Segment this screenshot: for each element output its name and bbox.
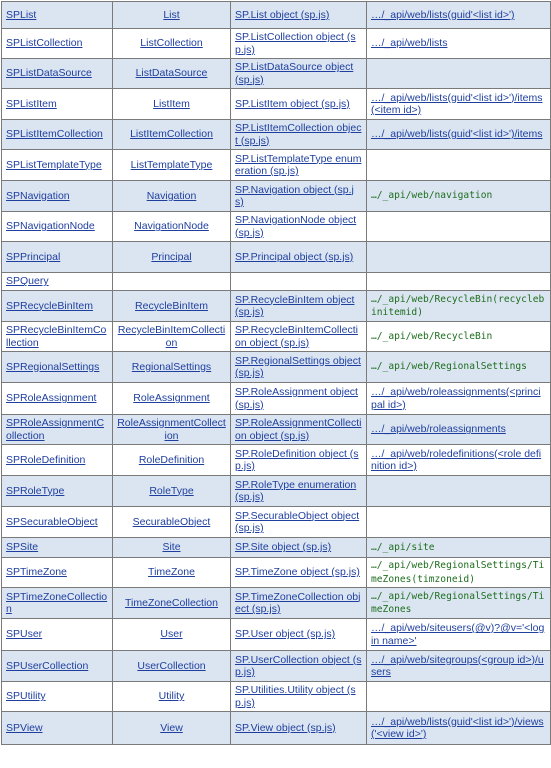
jsom-object-link-cell <box>231 291 367 322</box>
server-object-link-cell <box>2 150 113 181</box>
rest-resource-link-cell <box>113 383 231 415</box>
server-object-link-cell <box>2 352 113 383</box>
rest-endpoint-cell <box>367 445 551 476</box>
jsom-object-link[interactable]: SP.UserCollection object (sp.js) <box>235 653 362 678</box>
jsom-object-link[interactable]: SP.TimeZone object (sp.js) <box>235 566 360 579</box>
rest-resource-link-cell <box>113 242 231 273</box>
rest-resource-link[interactable]: RoleType <box>149 484 194 497</box>
jsom-object-link-cell <box>231 150 367 181</box>
rest-resource-link-cell <box>113 120 231 150</box>
table-row <box>2 273 551 291</box>
jsom-object-link-cell <box>231 538 367 558</box>
jsom-object-link[interactable]: SP.List object (sp.js) <box>235 8 330 21</box>
rest-endpoint-cell <box>367 588 551 619</box>
rest-resource-link[interactable]: RoleDefinition <box>138 453 205 466</box>
rest-resource-link[interactable]: RoleAssignment <box>133 392 210 405</box>
table-row <box>2 651 551 682</box>
rest-resource-link-cell <box>113 619 231 651</box>
rest-endpoint-cell <box>367 558 551 588</box>
rest-resource-link[interactable]: NavigationNode <box>134 220 209 233</box>
rest-resource-link[interactable]: RegionalSettings <box>131 360 212 373</box>
rest-resource-link[interactable]: User <box>160 628 183 641</box>
rest-resource-link-cell <box>113 273 231 291</box>
server-object-link[interactable]: SPTimeZone <box>6 566 67 579</box>
rest-endpoint-cell <box>367 383 551 415</box>
rest-resource-link[interactable]: Site <box>162 541 181 554</box>
rest-endpoint[interactable]: …/_api/web/siteusers(@v)?@v='<login name>' <box>371 622 545 647</box>
jsom-object-link-cell <box>231 120 367 150</box>
jsom-object-link[interactable]: SP.NavigationNode object (sp.js) <box>235 214 357 239</box>
jsom-object-link[interactable]: SP.ListTemplateType enumeration (sp.js) <box>235 152 362 177</box>
rest-resource-link-cell <box>113 558 231 588</box>
rest-endpoint-cell <box>367 322 551 352</box>
table-row <box>2 476 551 507</box>
server-object-link-cell <box>2 291 113 322</box>
rest-endpoint[interactable]: …/_api/web/lists <box>371 37 448 50</box>
table-row <box>2 291 551 322</box>
server-object-link[interactable]: SPSecurableObject <box>6 515 98 528</box>
rest-endpoint: …/_api/web/RegionalSettings/TimeZones(timzoneid) <box>371 560 545 585</box>
jsom-object-link[interactable]: SP.Site object (sp.js) <box>235 541 332 554</box>
table-row <box>2 120 551 150</box>
api-mapping-table-body <box>2 2 551 745</box>
server-object-link-cell <box>2 476 113 507</box>
server-object-link[interactable]: SPList <box>6 8 37 21</box>
jsom-object-link[interactable]: SP.RecycleBinItem object (sp.js) <box>235 293 355 318</box>
server-object-link-cell <box>2 242 113 273</box>
rest-resource-link[interactable]: Navigation <box>146 189 197 202</box>
rest-endpoint-cell <box>367 352 551 383</box>
jsom-object-link[interactable]: SP.RoleDefinition object (sp.js) <box>235 447 359 472</box>
rest-resource-link[interactable]: View <box>160 721 183 734</box>
jsom-object-link-cell <box>231 212 367 242</box>
rest-resource-link-cell <box>113 476 231 507</box>
table-row <box>2 322 551 352</box>
jsom-object-link-cell <box>231 651 367 682</box>
table-row <box>2 181 551 212</box>
rest-resource-link-cell <box>113 651 231 682</box>
jsom-object-link[interactable]: SP.TimeZoneCollection object (sp.js) <box>235 590 361 615</box>
rest-resource-link[interactable]: Principal <box>151 250 192 263</box>
server-object-link-cell <box>2 619 113 651</box>
server-object-link[interactable]: SPRoleType <box>6 484 65 497</box>
server-object-link-cell <box>2 59 113 89</box>
jsom-object-link[interactable]: SP.ListCollection object (sp.js) <box>235 31 356 56</box>
server-object-link-cell <box>2 558 113 588</box>
server-object-link[interactable]: SPNavigationNode <box>6 220 95 233</box>
server-object-link[interactable]: SPTimeZoneCollection <box>6 590 108 615</box>
rest-endpoint-cell <box>367 120 551 150</box>
server-object-link[interactable]: SPRoleAssignment <box>6 392 97 405</box>
rest-endpoint[interactable]: …/_api/web/lists(guid'<list id>')/items(<item id>) <box>371 91 543 116</box>
table-row <box>2 352 551 383</box>
rest-resource-link[interactable]: UserCollection <box>137 659 206 672</box>
server-object-link-cell <box>2 273 113 291</box>
table-row <box>2 558 551 588</box>
table-row <box>2 588 551 619</box>
rest-resource-link-cell <box>113 712 231 745</box>
jsom-object-link-cell <box>231 89 367 120</box>
jsom-object-link-cell <box>231 352 367 383</box>
server-object-link-cell <box>2 120 113 150</box>
rest-resource-link[interactable]: ListItem <box>153 97 190 110</box>
rest-endpoint[interactable]: …/_api/web/lists(guid'<list id>')/views('<view id>') <box>371 715 544 740</box>
server-object-link[interactable]: SPSite <box>6 541 39 554</box>
jsom-object-link[interactable]: SP.ListDataSource object (sp.js) <box>235 61 354 86</box>
jsom-object-link[interactable]: SP.User object (sp.js) <box>235 628 336 641</box>
rest-resource-link[interactable]: ListItemCollection <box>130 128 213 141</box>
rest-endpoint-cell <box>367 89 551 120</box>
server-object-link-cell <box>2 181 113 212</box>
server-object-link[interactable]: SPListCollection <box>6 37 83 50</box>
server-object-link[interactable]: SPListDataSource <box>6 67 92 80</box>
rest-endpoint-cell <box>367 415 551 445</box>
rest-endpoint: …/_api/web/RegionalSettings/TimeZones <box>371 590 545 615</box>
rest-resource-link-cell <box>113 322 231 352</box>
server-object-link[interactable]: SPListItemCollection <box>6 128 103 141</box>
server-object-link-cell <box>2 507 113 538</box>
jsom-object-link-cell <box>231 445 367 476</box>
jsom-object-link-cell <box>231 476 367 507</box>
jsom-object-link-cell <box>231 29 367 59</box>
server-object-link[interactable]: SPNavigation <box>6 189 70 202</box>
rest-resource-link-cell <box>113 682 231 712</box>
rest-resource-link-cell <box>113 507 231 538</box>
table-row <box>2 383 551 415</box>
jsom-object-link[interactable]: SP.Principal object (sp.js) <box>235 250 354 263</box>
table-row <box>2 682 551 712</box>
server-object-link[interactable]: SPListTemplateType <box>6 158 102 171</box>
rest-resource-link-cell <box>113 59 231 89</box>
rest-endpoint[interactable]: …/_api/web/roleassignments <box>371 423 506 436</box>
table-row <box>2 89 551 120</box>
rest-resource-link-cell <box>113 2 231 29</box>
table-row <box>2 242 551 273</box>
rest-endpoint[interactable]: …/_api/web/lists(guid'<list id>')/items <box>371 128 543 141</box>
jsom-object-link-cell <box>231 273 367 291</box>
rest-resource-link[interactable]: TimeZone <box>148 566 195 579</box>
rest-resource-link-cell <box>113 352 231 383</box>
server-object-link[interactable]: SPQuery <box>6 275 49 288</box>
rest-resource-link-cell <box>113 150 231 181</box>
rest-resource-link[interactable]: RecycleBinItem <box>135 299 208 312</box>
jsom-object-link[interactable]: SP.ListItemCollection object (sp.js) <box>235 122 362 147</box>
rest-endpoint[interactable]: …/_api/web/roleassignments(<principal id>) <box>371 386 541 411</box>
rest-endpoint-cell <box>367 273 551 291</box>
jsom-object-link-cell <box>231 383 367 415</box>
jsom-object-link-cell <box>231 242 367 273</box>
table-row <box>2 445 551 476</box>
rest-resource-link[interactable]: TimeZoneCollection <box>125 596 218 609</box>
table-row <box>2 59 551 89</box>
jsom-object-link-cell <box>231 712 367 745</box>
jsom-object-link[interactable]: SP.ListItem object (sp.js) <box>235 97 350 110</box>
rest-endpoint: …/_api/web/RecycleBin(recyclebinitemid) <box>371 293 545 318</box>
rest-endpoint[interactable]: …/_api/web/sitegroups(<group id>)/users <box>371 653 544 678</box>
rest-endpoint-cell <box>367 507 551 538</box>
rest-endpoint: …/_api/site <box>371 541 435 553</box>
rest-endpoint-cell <box>367 682 551 712</box>
rest-endpoint: …/_api/web/navigation <box>371 190 493 202</box>
jsom-object-link-cell <box>231 507 367 538</box>
jsom-object-link-cell <box>231 181 367 212</box>
jsom-object-link-cell <box>231 59 367 89</box>
rest-endpoint-cell <box>367 538 551 558</box>
rest-endpoint-cell <box>367 651 551 682</box>
jsom-object-link-cell <box>231 415 367 445</box>
rest-resource-link[interactable]: ListTemplateType <box>130 158 213 171</box>
server-object-link-cell <box>2 538 113 558</box>
rest-resource-link[interactable]: ListCollection <box>140 37 203 50</box>
rest-resource-link[interactable]: RoleAssignmentCollection <box>117 417 226 442</box>
jsom-object-link[interactable]: SP.RecycleBinItemCollection object (sp.js) <box>235 324 358 349</box>
rest-resource-link-cell <box>113 212 231 242</box>
rest-endpoint[interactable]: …/_api/web/lists(guid'<list id>') <box>371 8 515 21</box>
api-mapping-table <box>1 1 551 745</box>
jsom-object-link-cell <box>231 619 367 651</box>
rest-endpoint-cell <box>367 2 551 29</box>
table-row <box>2 538 551 558</box>
rest-endpoint[interactable]: …/_api/web/roledefinitions(<role definition id>) <box>371 447 542 472</box>
table-row <box>2 212 551 242</box>
rest-resource-link[interactable]: RecycleBinItemCollection <box>117 324 226 349</box>
rest-resource-link-cell <box>113 89 231 120</box>
server-object-link-cell <box>2 445 113 476</box>
server-object-link-cell <box>2 212 113 242</box>
server-object-link[interactable]: SPListItem <box>6 97 57 110</box>
jsom-object-link-cell <box>231 558 367 588</box>
jsom-object-link-cell <box>231 322 367 352</box>
server-object-link-cell <box>2 322 113 352</box>
jsom-object-link[interactable]: SP.Utilities.Utility object (sp.js) <box>235 684 356 709</box>
rest-endpoint: …/_api/web/RegionalSettings <box>371 361 527 373</box>
table-row <box>2 415 551 445</box>
table-row <box>2 150 551 181</box>
table-row <box>2 29 551 59</box>
jsom-object-link[interactable]: SP.RoleAssignment object (sp.js) <box>235 386 358 411</box>
rest-endpoint-cell <box>367 212 551 242</box>
server-object-link-cell <box>2 682 113 712</box>
rest-endpoint-cell <box>367 619 551 651</box>
server-object-link-cell <box>2 383 113 415</box>
server-object-link-cell <box>2 415 113 445</box>
server-object-link[interactable]: SPUtility <box>6 690 46 703</box>
jsom-object-link-cell <box>231 588 367 619</box>
jsom-object-link[interactable]: SP.RegionalSettings object (sp.js) <box>235 354 361 379</box>
server-object-link[interactable]: SPRecycleBinItem <box>6 299 93 312</box>
rest-resource-link-cell <box>113 29 231 59</box>
rest-endpoint-cell <box>367 242 551 273</box>
jsom-object-link[interactable]: SP.View object (sp.js) <box>235 721 336 734</box>
rest-resource-link-cell <box>113 181 231 212</box>
jsom-object-link[interactable]: SP.SecurableObject object (sp.js) <box>235 509 360 534</box>
table-row <box>2 712 551 745</box>
jsom-object-link[interactable]: SP.RoleType enumeration (sp.js) <box>235 478 357 503</box>
server-object-link[interactable]: SPRoleAssignmentCollection <box>6 417 105 442</box>
rest-resource-link[interactable]: Utility <box>158 690 185 703</box>
rest-resource-link-cell <box>113 538 231 558</box>
rest-resource-link-cell <box>113 291 231 322</box>
server-object-link[interactable]: SPRoleDefinition <box>6 453 86 466</box>
server-object-link[interactable]: SPView <box>6 721 43 734</box>
server-object-link[interactable]: SPUser <box>6 628 43 641</box>
server-object-link[interactable]: SPPrincipal <box>6 250 61 263</box>
jsom-object-link-cell <box>231 682 367 712</box>
rest-endpoint-cell <box>367 29 551 59</box>
server-object-link[interactable]: SPUserCollection <box>6 659 89 672</box>
server-object-link-cell <box>2 29 113 59</box>
table-row <box>2 2 551 29</box>
jsom-object-link-cell <box>231 2 367 29</box>
rest-endpoint-cell <box>367 181 551 212</box>
rest-endpoint-cell <box>367 476 551 507</box>
server-object-link-cell <box>2 89 113 120</box>
table-row <box>2 507 551 538</box>
server-object-link[interactable]: SPRegionalSettings <box>6 360 100 373</box>
rest-endpoint-cell <box>367 150 551 181</box>
rest-endpoint-cell <box>367 712 551 745</box>
server-object-link-cell <box>2 651 113 682</box>
rest-resource-link[interactable]: ListDataSource <box>135 67 208 80</box>
rest-resource-link-cell <box>113 445 231 476</box>
rest-resource-link[interactable]: SecurableObject <box>132 515 211 528</box>
server-object-link[interactable]: SPRecycleBinItemCollection <box>6 324 107 349</box>
jsom-object-link[interactable]: SP.RoleAssignmentCollection object (sp.js) <box>235 417 362 442</box>
rest-resource-link-cell <box>113 415 231 445</box>
rest-resource-link-cell <box>113 588 231 619</box>
jsom-object-link[interactable]: SP.Navigation object (sp.js) <box>235 183 354 208</box>
server-object-link-cell <box>2 2 113 29</box>
rest-endpoint-cell <box>367 59 551 89</box>
rest-endpoint-cell <box>367 291 551 322</box>
server-object-link-cell <box>2 712 113 745</box>
server-object-link-cell <box>2 588 113 619</box>
rest-resource-link[interactable]: List <box>163 8 180 21</box>
rest-endpoint: …/_api/web/RecycleBin <box>371 330 493 342</box>
table-row <box>2 619 551 651</box>
